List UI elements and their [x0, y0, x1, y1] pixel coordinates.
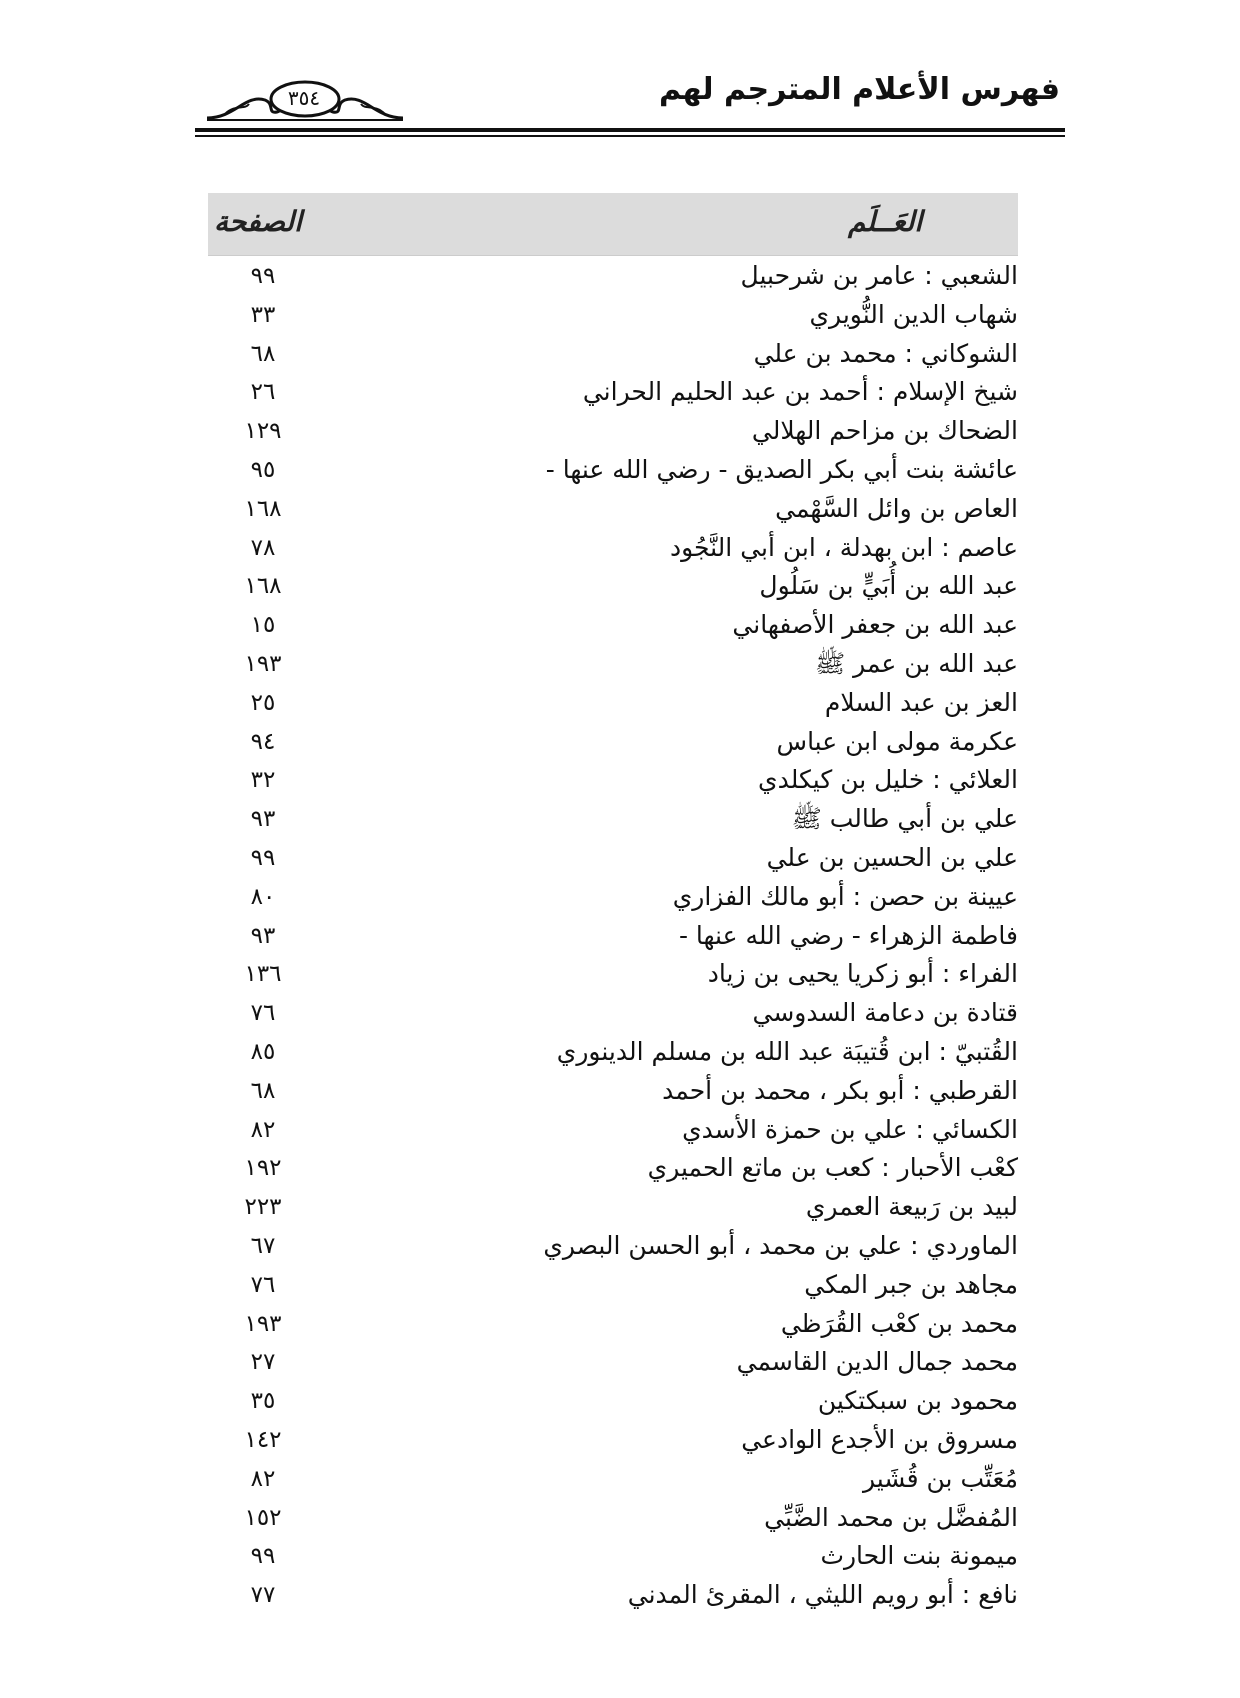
header-rule-thin — [195, 135, 1065, 137]
entry-name: عاصم : ابن بهدلة ، ابن أبي النَّجُود — [669, 532, 1018, 562]
table-row — [208, 1498, 1018, 1537]
table-body — [208, 256, 1018, 1614]
entry-name: الفراء : أبو زكريا يحيى بن زياد — [707, 959, 1018, 989]
entry-page: ١٩٢ — [244, 1155, 282, 1182]
entry-page: ١٢٩ — [244, 418, 282, 445]
entry-page: ٢٢٣ — [244, 1194, 282, 1221]
table-row — [208, 644, 1018, 683]
entry-page: ٢٥ — [250, 689, 276, 716]
entry-page: ١٩٣ — [244, 650, 282, 677]
table-row — [208, 1381, 1018, 1420]
entry-page: ٨٢ — [250, 1116, 276, 1143]
entry-name: عكرمة مولى ابن عباس — [776, 726, 1018, 756]
page-header-title: فهرس الأعلام المترجم لهم — [658, 72, 1060, 107]
entry-name: الضحاك بن مزاحم الهلالي — [751, 416, 1018, 446]
table-row — [208, 1536, 1018, 1575]
entry-page: ٩٩ — [250, 1543, 276, 1570]
entry-name: فاطمة الزهراء - رضي الله عنها - — [678, 920, 1018, 950]
table-row — [208, 1342, 1018, 1381]
table-row — [208, 954, 1018, 993]
entry-name: محمد جمال الدين القاسمي — [736, 1347, 1018, 1377]
entry-page: ٧٦ — [250, 1000, 276, 1027]
entry-name: مجاهد بن جبر المكي — [804, 1269, 1018, 1299]
entry-page: ١٩٣ — [244, 1310, 282, 1337]
table-row — [208, 1032, 1018, 1071]
entry-page: ٩٣ — [250, 922, 276, 949]
table-row — [208, 1071, 1018, 1110]
entry-name: شيخ الإسلام : أحمد بن عبد الحليم الحراني — [582, 377, 1018, 407]
table-row — [208, 489, 1018, 528]
table-row — [208, 1187, 1018, 1226]
table-row — [208, 877, 1018, 916]
entry-page: ٩٩ — [250, 263, 276, 289]
entry-name: نافع : أبو رويم الليثي ، المقرئ المدني — [627, 1580, 1018, 1610]
entry-page: ١٥ — [250, 612, 276, 639]
entry-page: ٧٧ — [250, 1582, 276, 1609]
table-row — [208, 683, 1018, 722]
table-row — [208, 1148, 1018, 1187]
entry-name: العلائي : خليل بن كيكلدي — [758, 765, 1018, 795]
entry-page: ٣٢ — [250, 767, 276, 794]
header-rule-thick — [195, 128, 1065, 132]
entry-name: عائشة بنت أبي بكر الصديق - رضي الله عنها - — [545, 454, 1018, 484]
entry-name: محمود بن سبكتكين — [817, 1386, 1018, 1416]
entry-name: العز بن عبد السلام — [824, 687, 1018, 717]
entry-name: القرطبي : أبو بكر ، محمد بن أحمد — [662, 1075, 1018, 1105]
entry-name: محمد بن كعْب القُرَظي — [780, 1308, 1018, 1338]
table-row — [208, 295, 1018, 334]
entry-name: عبد الله بن جعفر الأصفهاني — [732, 610, 1018, 640]
entry-page: ١٥٢ — [244, 1504, 282, 1531]
table-row — [208, 1575, 1018, 1614]
table-row — [208, 760, 1018, 799]
entry-name: الشعبي : عامر بن شرحبيل — [740, 261, 1018, 290]
entry-page: ١٣٦ — [244, 961, 282, 988]
table-row — [208, 1459, 1018, 1498]
table-row — [208, 450, 1018, 489]
entry-page: ١٦٨ — [244, 573, 282, 600]
entry-name: علي بن أبي طالب ﷺ — [791, 804, 1018, 834]
entry-name: الكسائي : علي بن حمزة الأسدي — [682, 1114, 1018, 1144]
table-row — [208, 1420, 1018, 1459]
entry-page: ٦٧ — [250, 1232, 276, 1259]
entry-name: عبد الله بن عمر ﷺ — [815, 648, 1018, 678]
table-row — [208, 372, 1018, 411]
entry-page: ١٤٢ — [244, 1426, 282, 1453]
entry-name: الماوردي : علي بن محمد ، أبو الحسن البصري — [543, 1230, 1018, 1260]
entry-page: ٣٣ — [250, 301, 276, 328]
entry-page: ٩٥ — [250, 456, 276, 483]
table-row — [208, 1265, 1018, 1304]
entry-name: العاص بن وائل السَّهْمي — [775, 493, 1018, 523]
table-row — [208, 334, 1018, 373]
table-row — [208, 838, 1018, 877]
table-row — [208, 1304, 1018, 1343]
entry-page: ٩٣ — [250, 806, 276, 833]
entry-page: ٨٠ — [250, 883, 276, 910]
table-row — [208, 1110, 1018, 1149]
entry-name: ميمونة بنت الحارث — [820, 1541, 1018, 1571]
entry-name: القُتبيّ : ابن قُتيبَة عبد الله بن مسلم الدينوري — [556, 1036, 1018, 1066]
entry-name: عيينة بن حصن : أبو مالك الفزاري — [672, 881, 1018, 911]
entry-page: ٩٤ — [250, 728, 276, 755]
entry-name: مسروق بن الأجدع الوادعي — [741, 1424, 1018, 1454]
entry-page: ٦٨ — [250, 340, 276, 367]
table-header-row — [208, 193, 1018, 256]
entry-page: ٢٧ — [250, 1349, 276, 1376]
entry-page: ٦٨ — [250, 1077, 276, 1104]
entry-name: قتادة بن دعامة السدوسي — [752, 998, 1018, 1028]
entry-name: علي بن الحسين بن علي — [766, 842, 1018, 872]
table-row — [208, 605, 1018, 644]
names-index-table — [208, 193, 1018, 1614]
entry-page: ٨٢ — [250, 1465, 276, 1492]
entry-page: ٧٨ — [250, 534, 276, 561]
entry-page: ١٦٨ — [244, 495, 282, 522]
entry-page: ٢٦ — [250, 379, 276, 406]
column-header-page: الصفحة — [214, 205, 302, 238]
entry-page: ٧٦ — [250, 1271, 276, 1298]
entry-page: ٣٥ — [250, 1388, 276, 1415]
entry-name: الشوكاني : محمد بن علي — [753, 338, 1018, 368]
table-row — [208, 799, 1018, 838]
entry-name: لبيد بن رَبيعة العمري — [805, 1192, 1018, 1222]
table-row — [208, 256, 1018, 295]
table-row — [208, 566, 1018, 605]
entry-page: ٨٥ — [250, 1038, 276, 1065]
page-number: ٣٥٤ — [287, 86, 321, 110]
table-row — [208, 411, 1018, 450]
entry-name: شهاب الدين النُّويري — [809, 299, 1018, 329]
column-header-name: العَــلَم — [848, 205, 923, 238]
entry-page: ٩٩ — [250, 844, 276, 871]
table-row — [208, 993, 1018, 1032]
entry-name: كعْب الأحبار : كعب بن ماتع الحميري — [647, 1153, 1018, 1183]
table-row — [208, 1226, 1018, 1265]
table-row — [208, 528, 1018, 567]
entry-name: مُعَتِّب بن قُشَير — [862, 1463, 1018, 1493]
entry-name: المُفضَّل بن محمد الضَّبِّي — [764, 1502, 1018, 1532]
table-row — [208, 722, 1018, 761]
entry-name: عبد الله بن أُبَيٍّ بن سَلُول — [759, 571, 1018, 601]
table-row — [208, 916, 1018, 955]
